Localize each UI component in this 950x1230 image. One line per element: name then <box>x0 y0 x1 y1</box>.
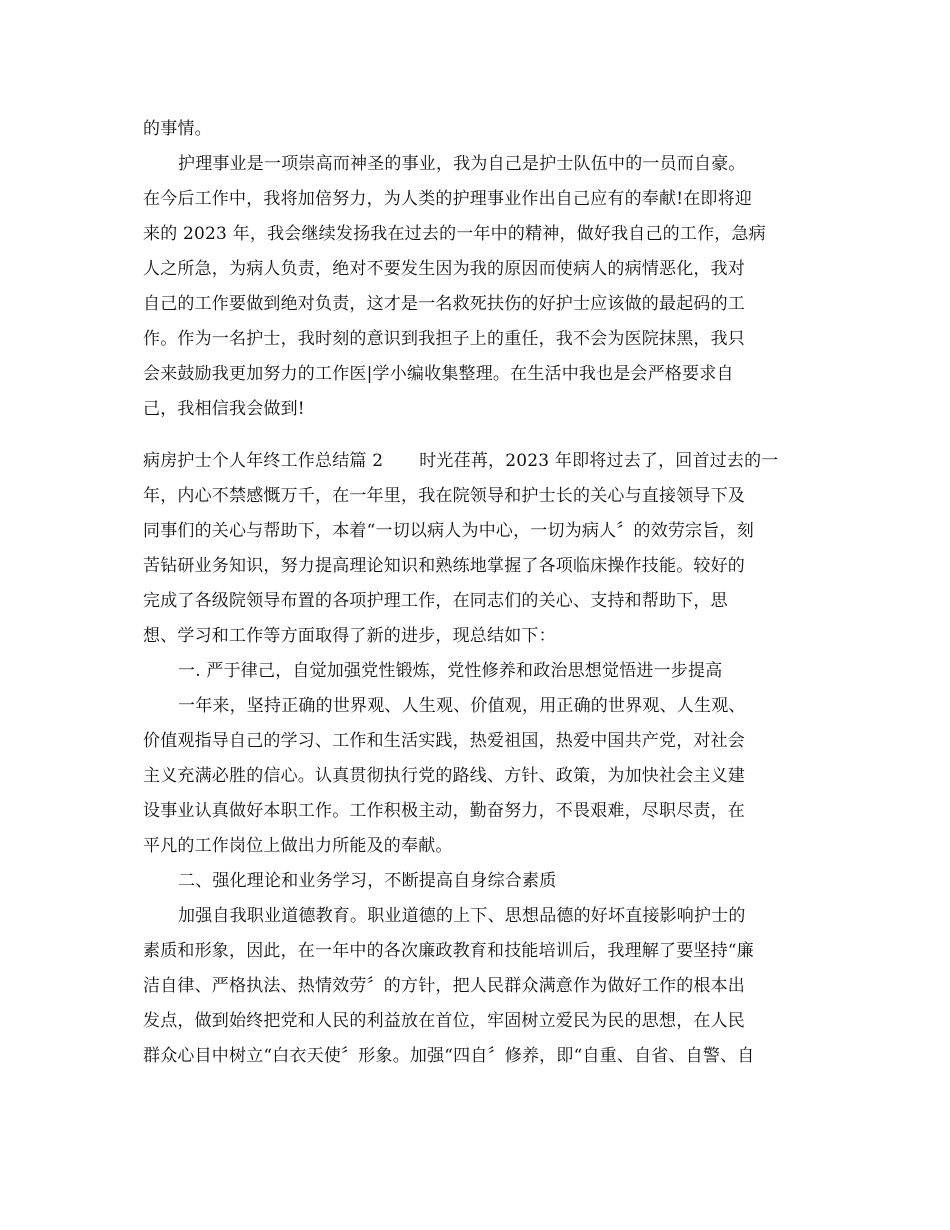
heading-2: 二、强化理论和业务学习，不断提高自身综合素质 <box>178 871 557 891</box>
text-line-15: 想、学习和工作等方面取得了新的进步，现总结如下： <box>143 626 556 646</box>
text-line-20: 设事业认真做好本职工作。工作积极主动，勤奋努力，不畏艰难，尽职尽责，在 <box>143 801 745 821</box>
text-line-8: 会来鼓励我更加努力的工作医|学小编收集整理。在生活中我也是会严格要求自 <box>143 364 734 384</box>
text-line-9: 己，我相信我会做到! <box>143 399 305 419</box>
text-line-24: 素质和形象，因此，在一年中的各次廉政教育和技能培训后，我理解了要坚持“廉 <box>143 941 754 961</box>
text-line-14: 完成了各级院领导布置的各项护理工作，在同志们的关心、支持和帮助下，思 <box>143 591 728 611</box>
text-line-13: 苦钻研业务知识，努力提高理论知识和熟练地掌握了各项临床操作技能。较好的 <box>143 556 745 576</box>
text-line-7: 作。作为一名护士，我时刻的意识到我担子上的重任，我不会为医院抹黑，我只 <box>143 329 745 349</box>
section-title-line <box>143 450 823 472</box>
text-line-25: 洁自律、严格执法、热情效劳〞的方针，把人民群众满意作为做好工作的根本出 <box>143 976 745 996</box>
text-line-21: 平凡的工作岗位上做出力所能及的奉献。 <box>143 836 453 856</box>
text-line-6: 自己的工作要做到绝对负责，这才是一名救死扶伤的好护士应该做的最起码的工 <box>143 294 745 314</box>
text-line-2: 护理事业是一项崇高而神圣的事业，我为自己是护士队伍中的一员而自豪。 <box>178 154 746 174</box>
text-line-27: 群众心目中树立“白衣天使〞形象。加强“四自〞修养，即“自重、自省、自警、自 <box>143 1046 755 1066</box>
section-title: 病房护士个人年终工作总结篇 2 <box>143 451 384 471</box>
text-line-3: 在今后工作中，我将加倍努力，为人类的护理事业作出自己应有的奉献!在即将迎 <box>143 189 753 209</box>
text-line-11: 年，内心不禁感慨万千，在一年里，我在院领导和护士长的关心与直接领导下及 <box>143 486 745 506</box>
text-line-23: 加强自我职业道德教育。职业道德的上下、思想品德的好坏直接影响护士的 <box>178 906 746 926</box>
text-line-18: 价值观指导自己的学习、工作和生活实践，热爱祖国，热爱中国共产党，对社会 <box>143 731 745 751</box>
text-line-26: 发点，做到始终把党和人民的利益放在首位，牢固树立爱民为民的思想，在人民 <box>143 1011 745 1031</box>
text-line-19: 主义充满必胜的信心。认真贯彻执行党的路线、方针、政策，为加快社会主义建 <box>143 766 745 786</box>
text-line-1: 的事情。 <box>143 119 212 139</box>
text-line-5: 人之所急，为病人负责，绝对不要发生因为我的原因而使病人的病情恶化，我对 <box>143 259 745 279</box>
text-line-12: 同事们的关心与帮助下，本着“一切以病人为中心，一切为病人〞的效劳宗旨，刻 <box>143 521 754 541</box>
text-line-17: 一年来，坚持正确的世界观、人生观、价值观，用正确的世界观、人生观、 <box>178 696 746 716</box>
section-title-text: 时光荏苒，2023 年即将过去了，回首过去的一 <box>419 451 779 471</box>
text-line-4: 来的 2023 年，我会继续发扬我在过去的一年中的精神，做好我自己的工作，急病 <box>143 224 766 244</box>
heading-1: 一. 严于律己，自觉加强党性锻炼，党性修养和政治思想觉悟进一步提高 <box>178 661 723 681</box>
